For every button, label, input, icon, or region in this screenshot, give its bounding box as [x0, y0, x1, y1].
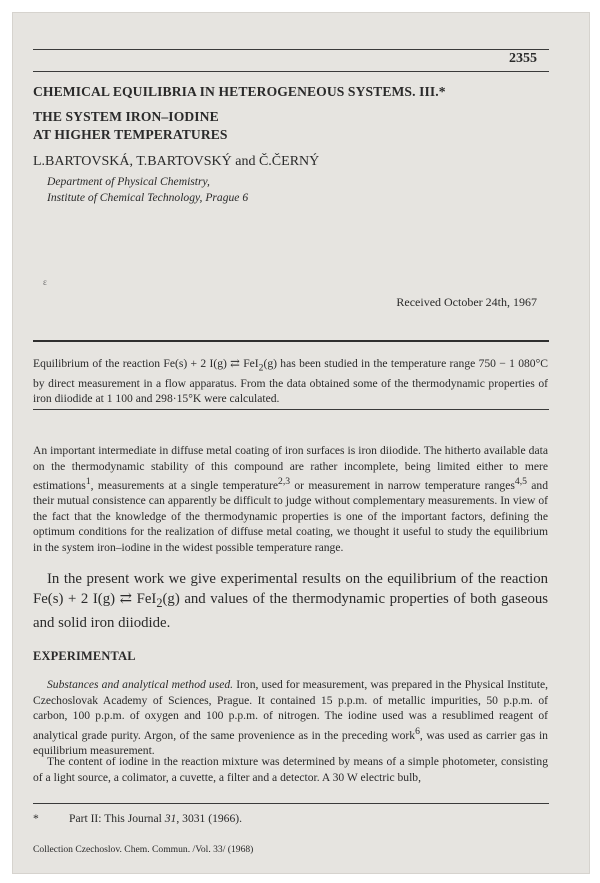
received-date: Received October 24th, 1967 [396, 295, 537, 309]
experimental-heading: EXPERIMENTAL [33, 649, 136, 663]
abstract-top-rule [33, 340, 549, 342]
abstract-bottom-rule [33, 409, 549, 410]
journal-collection-line: Collection Czechoslov. Chem. Commun. /Vol. 33/ (1968) [33, 844, 254, 855]
title-line-1: CHEMICAL EQUILIBRIA IN HETEROGENEOUS SYSTEMS. III.* [33, 84, 446, 99]
affiliation-line-2: Institute of Chemical Technology, Prague 6 [47, 191, 249, 204]
footnote: * Part II: This Journal 31, 3031 (1966). [33, 812, 243, 825]
experimental-paragraph-1: Substances and analytical method used. Iron, used for measurement, was prepared in the Physical Institute, Czechoslovak Academy of Sciences, Prague. It contained 15 p.p.m. of metallic impurities, 50 p.p.m. of carbon, 100 p.p.m. of oxygen and 100 p.p.m. of nitrogen. The iodine used was a resublimed reagent of analytical grade purity. Argon, of the same provenience as in the preceding work$^6$, was used as carrier gas in equilibrium measurement. [33, 678, 548, 757]
present-work-paragraph: In the present work we give experimental results on the equilibrium of the reaction Fe(s) + 2 I(g) ⇄ FeI$_2$(g) and values of the thermodynamic properties of both gaseous and solid iron diiodide. [33, 571, 548, 631]
page-number: 2355 [509, 51, 537, 66]
footnote-rule [33, 803, 549, 804]
journal-page [12, 12, 590, 874]
affiliation-line-1: Department of Physical Chemistry, [47, 175, 210, 188]
title-line-3: AT HIGHER TEMPERATURES [33, 127, 228, 142]
header-rule [33, 49, 549, 50]
authors: L.BARTOVSKÁ, T.BARTOVSKÝ and Č.ČERNÝ [33, 154, 320, 169]
intro-paragraph: An important intermediate in diffuse metal coating of iron surfaces is iron diiodide. The hitherto available data on the thermodynamic stability of this compound are rather incomplete, being limited either to mere estimations$^1$, measurements at a single temperature$^{2,3}$ or measurement in narrow temperature ranges$^{4,5}$ and their mutual consistence can apparently be difficult to judge without complementary measurements. In view of the fact that the knowledge of the thermodynamic properties is one of the important factors, defining the optimum conditions for the realization of diffuse metal coating, we thought it useful to study the equilibrium in the system iron–iodine in the widest possible temperature range. [33, 444, 549, 554]
header-rule-lower [33, 71, 549, 72]
abstract: Equilibrium of the reaction Fe(s) + 2 I(g) ⇄ FeI$_2$(g) has been studied in the temperature range 750 − 1 080°C by direct measurement in a flow apparatus. From the data obtained some of the thermodynamic properties of iron diiodide at 1 100 and 298·15°K were calculated. [33, 357, 548, 406]
stray-mark: ε [43, 277, 47, 287]
title-line-2: THE SYSTEM IRON–IODINE [33, 109, 219, 124]
experimental-paragraph-2: The content of iodine in the reaction mixture was determined by means of a simple photometer, consisting of a light source, a colimator, a cuvette, a filter and a detector. A 30 W electric bulb, [33, 755, 548, 784]
